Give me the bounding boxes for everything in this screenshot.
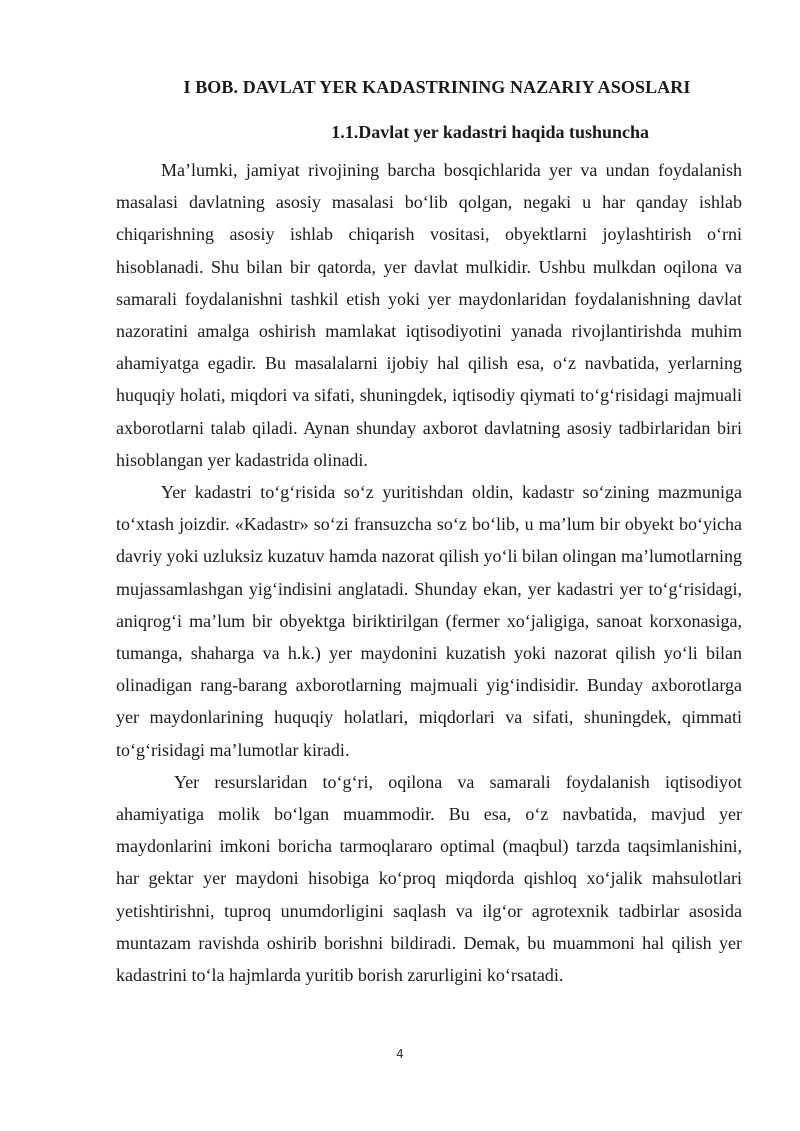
paragraph-3: Yer resurslaridan to‘g‘ri, oqilona va samarali foydalanish iqtisodiyot ahamiyatiga molik bo‘lgan muammodir. Bu esa, o‘z navbatida, mavjud yer maydonlarini imkoni boricha tarmoqlararo optimal (maqbul) tarzda taqsimlanishini, har gektar yer maydoni hisobiga ko‘proq miqdorda qishloq xo‘jalik mahsulotlari yetishtirishni, tuproq unumdorligini saqlash va ilg‘or agrotexnik tadbirlar asosida muntazam ravishda oshirib borishni bildiradi. Demak, bu muammoni hal qilish yer kadastrini to‘la hajmlarda yuritib borish zarurligini ko‘rsatadi. xyxy=(116,771,742,986)
paragraph-2: Yer kadastri to‘g‘risida so‘z yuritishdan oldin, kadastr so‘zining mazmuniga to‘xtash joizdir. «Kadastr» so‘zi fransuzcha so‘z bo‘lib, u ma’lum bir obyekt bo‘yicha davriy yoki uzluksiz kuzatuv hamda nazorat qilish yo‘li bilan olingan ma’lumotlarning mujassamlashgan yig‘indisini anglatadi. Shunday ekan, yer kadastri yer to‘g‘risidagi, aniqrog‘i ma’lum bir obyektga biriktirilgan (fermer xo‘jaligiga, sanoat korxonasiga, tumanga, shaharga va h.k.) yer maydonini kuzatish yoki nazorat qilish yo‘li bilan olinadigan rang-barang axborotlarning majmuali yig‘indisidir. Bunday axborotlarga yer maydonlarining huquqiy holatlari, miqdorlari va sifati, shuningdek, qimmati to‘g‘risidagi ma’lumotlar kiradi. xyxy=(116,482,742,760)
paragraph-1: Ma’lumki, jamiyat rivojining barcha bosqichlarida yer va undan foydalanish masalasi davlatning asosiy masalasi bo‘lib qolgan, negaki u har qanday ishlab chiqarishning asosiy ishlab chiqarish vositasi, obyektlarni joylashtirish o‘rni hisoblanadi. Shu bilan bir qatorda, yer davlat mulkidir. Ushbu mulkdan oqilona va samarali foydalanishni tashkil etish yoki yer maydonlaridan foydalanishning davlat nazoratini amalga oshirish mamlakat iqtisodiyotini yanada rivojlantirishda muhim ahamiyatga egadir. Bu masalalarni ijobiy hal qilish esa, o‘z navbatida, yerlarning huquqiy holati, miqdori va sifati, shuningdek, iqtisodiy qiymati to‘g‘risidagi majmuali axborotlarni talab qiladi. Aynan shunday axborot davlatning asosiy tadbirlaridan biri hisoblangan yer kadastrida olinadi. xyxy=(116,160,742,470)
page-content xyxy=(116,68,742,991)
section-title: 1.1.Davlat yer kadastri haqida tushuncha xyxy=(331,122,649,142)
chapter-title: I BOB. DAVLAT YER KADASTRINING NAZARIY ASOSLARI xyxy=(183,77,691,97)
page-number: 4 xyxy=(396,1047,404,1061)
